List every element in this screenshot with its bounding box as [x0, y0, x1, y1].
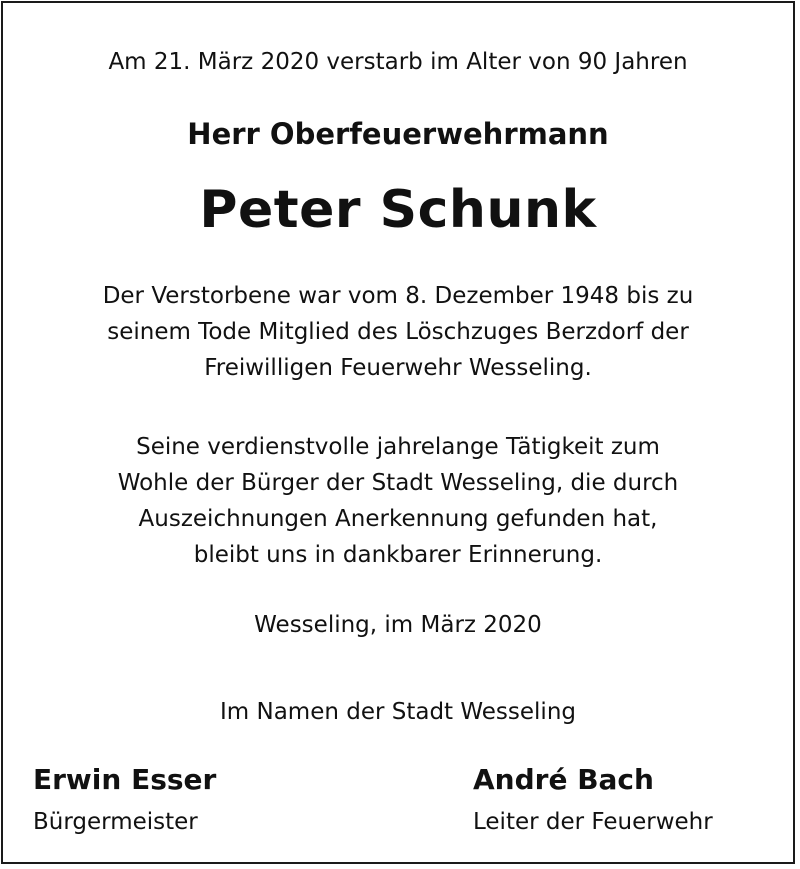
paragraph-line: Auszeichnungen Anerkennung gefunden hat, [138, 506, 658, 532]
deceased-name: Peter Schunk [199, 180, 597, 240]
paragraph-line: Wohle der Bürger der Stadt Wesseling, die durch [117, 470, 679, 496]
paragraph-line: Seine verdienstvolle jahrelange Tätigkeit zum [136, 434, 660, 460]
paragraph-line: Der Verstorbene war vom 8. Dezember 1948 bis zu [102, 283, 694, 309]
paragraph-line: seinem Tode Mitglied des Löschzuges Berzdorf der [107, 319, 689, 345]
paragraph-line: Freiwilligen Feuerwehr Wesseling. [204, 355, 592, 381]
obituary-notice [1, 1, 795, 864]
membership-paragraph [3, 278, 793, 386]
intro-text: Am 21. März 2020 verstarb im Alter von 90 Jahren [108, 49, 688, 75]
signer-mayor [33, 760, 216, 838]
signer-name: André Bach [473, 763, 654, 796]
signer-role: Leiter der Feuerwehr [473, 809, 713, 835]
tribute-paragraph [3, 429, 793, 573]
rank-title: Herr Oberfeuerwehrmann [187, 117, 609, 151]
signer-name: Erwin Esser [33, 763, 217, 796]
signer-fire-chief [473, 760, 713, 838]
on-behalf-line: Im Namen der Stadt Wesseling [219, 699, 577, 725]
signer-role: Bürgermeister [33, 809, 198, 835]
paragraph-line: bleibt uns in dankbarer Erinnerung. [193, 542, 603, 568]
place-date: Wesseling, im März 2020 [254, 612, 542, 638]
